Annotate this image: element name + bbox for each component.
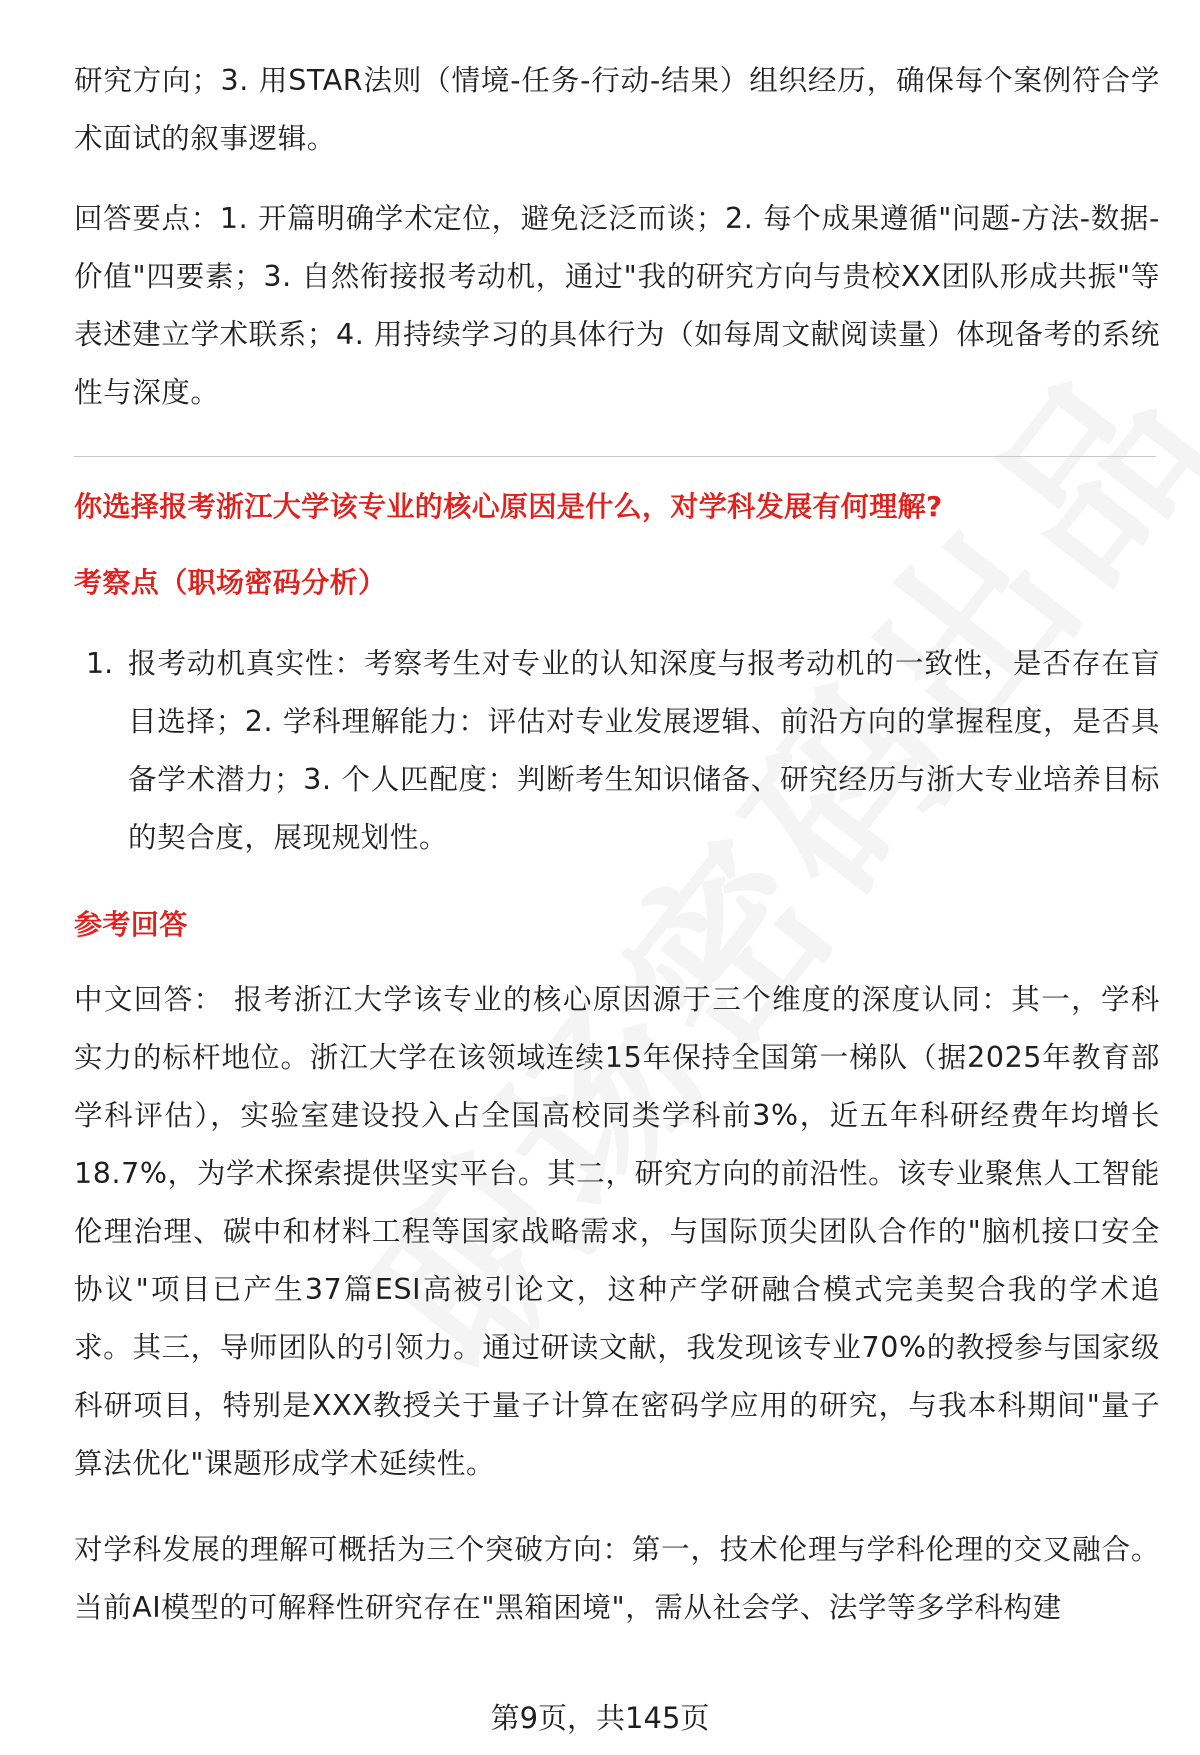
document-page — [74, 52, 1160, 1637]
paragraph-star-method: 研究方向；3. 用STAR法则（情境-任务-行动-结果）组织经历，确保每个案例符合学术面试的叙事逻辑。 — [74, 64, 1160, 155]
list-item-number: 1. — [86, 647, 114, 680]
list-item-text: 报考动机真实性：考察考生对专业的认知深度与报考动机的一致性，是否存在盲目选择；2. 学科理解能力：评估对专业发展逻辑、前沿方向的掌握程度，是否具备学术潜力；3. 个人匹配度：判断考生知识储备、研究经历与浙大专业培养目标的契合度，展现规划性。 — [128, 647, 1160, 854]
question-title: 你选择报考浙江大学该专业的核心原因是什么，对学科发展有何理解? — [74, 490, 943, 523]
reference-answer-paragraph-1: 中文回答： 报考浙江大学该专业的核心原因源于三个维度的深度认同：其一，学科实力的标杆地位。浙江大学在该领域连续15年保持全国第一梯队（据2025年教育部学科评估），实验室建设投入占全国高校同类学科前3%，近五年科研经费年均增长18.7%，为学术探索提供坚实平台。其二，研究方向的前沿性。该专业聚焦人工智能伦理治理、碳中和材料工程等国家战略需求，与国际顶尖团队合作的"脑机接口安全协议"项目已产生37篇ESI高被引论文，这种产学研融合模式完美契合我的学术追求。其三，导师团队的引领力。通过研读文献，我发现该专业70%的教授参与国家级科研项目，特别是XXX教授关于量子计算在密码学应用的研究，与我本科期间"量子算法优化"课题形成学术延续性。 — [74, 983, 1160, 1480]
reference-answer-heading: 参考回答 — [74, 908, 188, 941]
exam-points-list-item — [74, 635, 1160, 867]
section-divider — [74, 456, 1156, 457]
exam-points-heading: 考察点（职场密码分析） — [74, 566, 387, 599]
page-number-footer: 第9页，共145页 — [490, 1701, 710, 1735]
reference-answer-paragraph-2: 对学科发展的理解可概括为三个突破方向：第一，技术伦理与学科伦理的交叉融合。当前AI模型的可解释性研究存在"黑箱困境"，需从社会学、法学等多学科构建 — [74, 1533, 1160, 1624]
paragraph-answer-key-points: 回答要点：1. 开篇明确学术定位，避免泛泛而谈；2. 每个成果遵循"问题-方法-数据-价值"四要素；3. 自然衔接报考动机，通过"我的研究方向与贵校XX团队形成共振"等表述建立学术联系；4. 用持续学习的具体行为（如每周文献阅读量）体现备考的系统性与深度。 — [74, 202, 1160, 409]
